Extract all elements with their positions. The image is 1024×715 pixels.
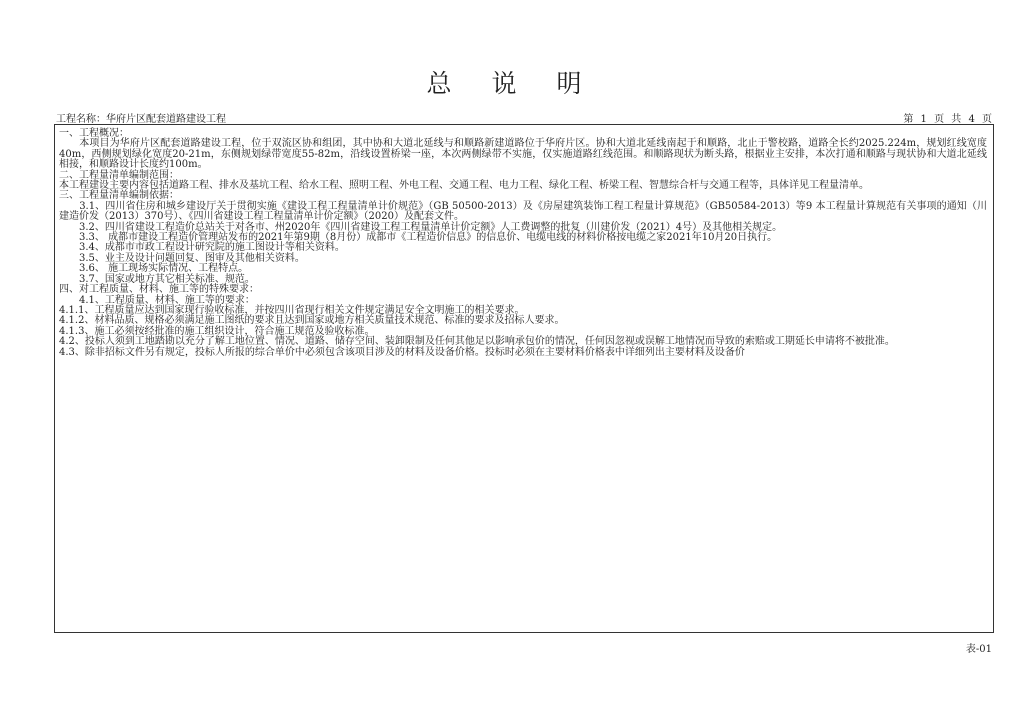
body-paragraph: 3.4、成都市市政工程设计研究院的施工图设计等相关资料。 <box>59 242 345 254</box>
body-paragraph: 4.1、工程质量、材料、施工等的要求： <box>59 294 255 306</box>
body-paragraph: 4.1.1、工程质量应达到国家现行验收标准，并按四川省现行相关文件规定满足安全文明施工的相关要求。 <box>59 304 525 316</box>
body-paragraph: 三、工程量清单编制依据： <box>59 190 179 202</box>
body-paragraph: 4.3、除非招标文件另有规定，投标人所报的综合单价中必须包含该项目涉及的材料及设备价格。投标时必须在主要材料价格表中详细列出主要材料及设备价 <box>59 346 745 358</box>
project-name: 工程名称：华府片区配套道路建设工程 <box>56 114 226 125</box>
body-paragraph: 四、对工程质量、材料、施工等的特殊要求： <box>59 284 259 296</box>
body-paragraph: 本项目为华府片区配套道路建设工程，位于双流区协和组团，其中协和大道北延线与和顺路新建道路位于华府片区。协和大道北延线南起于和顺路，北止于警校路，道路全长约2025.224m，规划红线宽度40m，西侧规划绿化宽度20-21m，东侧规划绿带宽度55-82m，沿线设置桥梁一座，本次两侧绿带不实施，仅实施道路红线范围。和顺路现状为断头路，根据业主安排，本次打通和顺路与现状协和大道北延线相接，和顺路设计长度约100m。 <box>59 138 987 171</box>
content-frame <box>54 124 994 633</box>
description-body <box>59 129 987 358</box>
body-paragraph: 一、工程概况： <box>59 128 129 139</box>
body-paragraph: 3.5、业主及设计问题回复、图审及其他相关资料。 <box>59 252 305 264</box>
body-paragraph: 4.1.3、施工必须按经批准的施工组织设计，符合施工规范及验收标准。 <box>59 325 375 337</box>
body-paragraph: 4.2、投标人须到工地踏勘以充分了解工地位置、情况、道路、储存空间、装卸限制及任何其他足以影响承包价的情况，任何因忽视或误解工地情况而导致的索赔或工期延长申请将不被批准。 <box>59 336 895 348</box>
body-paragraph: 3.1、四川省住房和城乡建设厅关于贯彻实施《建设工程工程量清单计价规范》（GB 50500-2013）及《房屋建筑装饰工程工程量计算规范》（GB50584-2013）等9 本工程量计算规范有关事项的通知（川建造价发（2013）370号）、《四川省建设工程工程量清单计价定额》（2020）及配套文件。 <box>59 200 987 223</box>
form-number: 表-01 <box>965 644 992 655</box>
body-paragraph: 3.2、四川省建设工程造价总站关于对各市、州2020年《四川省建设工程工程量清单计价定额》人工费调整的批复（川建价发（2021）4号）及其他相关规定。 <box>59 221 783 233</box>
body-paragraph: 3.7、国家或地方其它相关标准、规范。 <box>59 273 255 285</box>
body-paragraph: 二、工程量清单编制范围： <box>59 169 179 181</box>
body-paragraph: 3.6、 施工现场实际情况、工程特点。 <box>59 263 249 275</box>
body-paragraph: 4.1.2、材料品质、规格必须满足施工图纸的要求且达到国家或地方相关质量技术规范、标准的要求及招标人要求。 <box>59 315 565 327</box>
document-title: 总 说 明 <box>426 69 598 98</box>
body-paragraph: 本工程建设主要内容包括道路工程、排水及基坑工程、给水工程、照明工程、外电工程、交通工程、电力工程、绿化工程、桥梁工程、智慧综合杆与交通工程等，具体详见工程量清单。 <box>59 180 869 192</box>
body-paragraph: 3.3、 成都市建设工程造价管理站发布的2021年第9期（8月份）成都市《工程造价信息》的信息价、电缆电线的材料价格按电缆之家2021年10月20日执行。 <box>59 232 778 244</box>
page-indicator: 第 1 页 共 4 页 <box>903 114 992 125</box>
